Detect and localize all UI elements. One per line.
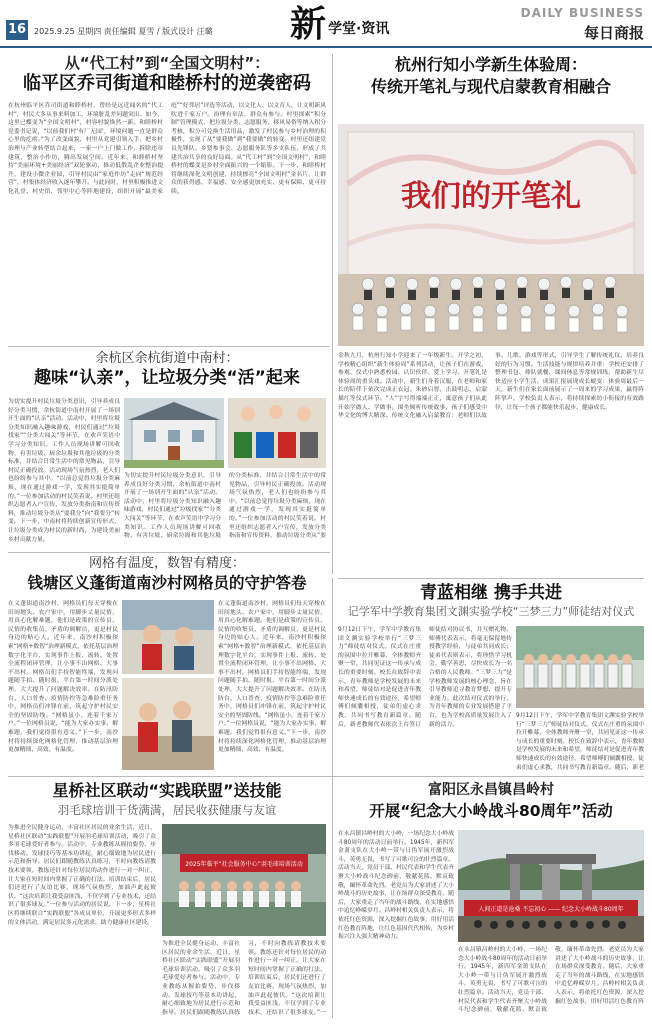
article-subheadline: 羽毛球培训干货满满，居民收获健康与友谊 xyxy=(57,803,277,817)
article-headline: 趣味“认亲”，让垃圾分类“活”起来 xyxy=(34,368,300,388)
article-body-continued: 在义蓬街道南沙村，网格员们每天穿梭在田间地头、农户家中，用脚步丈量民情，用真心化解难题。他们是政策的宣传员、民情的收集员、矛盾的调解员，更是村民身边的贴心人。近年来，南沙村积极探索“网格+数智”治理新模式，依托基层治理数字化平台，实现事件上报、流转、处置全流程闭环管理，让小事不出网格、大事不出村。网格员们手持智能终端，发现问题随手拍、随时报，平台第一时间分派处理，大大提升了问题解决效率。在防汛防台、人口普查、疫情防控等急难险重任务中，网格员们冲锋在前，筑起守护村民安全的坚固防线。“网格虽小，连着千家万户。”一位网格员说，“能为大家办实事、解难题，我们觉得很有意义。”下一步，南沙村将持续深化网格化管理，推动基层治理更加精细、高效、有温度。 xyxy=(218,601,326,754)
column-divider xyxy=(332,54,333,574)
article-kicker: 网格有温度，数智有精度： xyxy=(88,556,245,571)
row-divider xyxy=(8,346,330,347)
row-divider xyxy=(8,552,330,553)
article-changling-body-right xyxy=(458,946,644,1018)
photo-grid-worker xyxy=(122,600,214,674)
row-divider xyxy=(338,578,644,579)
masthead-rule xyxy=(0,46,652,48)
article-body: 为切实提升村民垃圾分类意识，引导养成良好分类习惯，余杭街道中南村开展了一场别开生面的“认亲”活动。活动中，村里将垃圾分类知识融入趣味游戏，村民们通过“垃圾找家”“分类大闯关”等环节，在欢声笑语中学习分类知识。工作人员现场讲解可回收物、有害垃圾、厨余垃圾和其他垃圾的分类标准，并结合日常生活中的常见物品，引导村民正确投放。活动现场气氛热烈，老人们也纷纷参与其中。“以前总觉得垃圾分类麻烦，现在通过游戏一学，发现其实挺简单的。”一位参加活动的村民笑着说。村里还组织志愿者入户宣传，发放分类指南和宣传资料，推动垃圾分类从“要我分”向“我要分”转变。下一步，中南村将持续创新宣传形式，让垃圾分类成为村民的新时尚，为建设美丽乡村贡献力量。 xyxy=(8,399,120,543)
article-kicker: 余杭区余杭街道中南村： xyxy=(95,351,239,366)
page-number: 16 xyxy=(6,20,28,40)
memorial-gate-illustration xyxy=(458,830,644,942)
banner-text: 我们的开笔礼 xyxy=(401,179,581,214)
banner-text: 人间正道是沧桑 不忘初心 —— 纪念大小岭战斗80周年 xyxy=(478,906,624,913)
article-changling-body-left xyxy=(338,830,454,1018)
article-headline: 钱塘区义蓬街道南沙村网格员的守护答卷 xyxy=(27,574,307,592)
article-body-continued: 9月12日下午，学军中学教育集团文渊实验学校举行“三梦三力”师徒结对仪式。仪式在庄重的氛围中拉开帷幕，全体教师齐聚一堂，共同见证这一传承与成长的重要时刻。校长在致辞中表示，青年教师是学校发展的未来和希望，师徒结对是促进青年教师快速成长的有效途径，希望师傅们倾囊相授，徒弟们虚心求教，共同书写教育新篇章。随后，新老 xyxy=(516,713,644,770)
village-building-illustration xyxy=(124,398,224,468)
badminton-class-illustration xyxy=(162,824,326,936)
article-nansha-body-right xyxy=(218,600,326,770)
mentor-group-illustration xyxy=(516,626,644,708)
section-brand xyxy=(290,4,389,44)
article-headline: 开展“纪念大小岭战斗80周年”活动 xyxy=(369,802,613,820)
article-hemuqiao-village xyxy=(8,54,326,344)
brand-chinese: 每日商报 xyxy=(583,24,644,42)
photo-grid-patrol xyxy=(122,678,214,770)
article-kicker: 星桥社区联动“实践联盟”送技能 xyxy=(52,781,282,800)
article-kicker: 从“代工村”到“全国文明村”： xyxy=(64,54,270,72)
masthead xyxy=(0,0,652,48)
issue-meta: 2025.9.25 星期四 责任编辑 夏雪 / 版式设计 汪璐 xyxy=(34,27,213,36)
article-zhongnan-body-left xyxy=(8,398,120,548)
article-kicker: 富阳区永昌镇昌岭村 xyxy=(428,782,554,798)
article-headline: 青蓝相继 携手共进 xyxy=(420,583,562,603)
article-wenyuan-body-right xyxy=(516,712,644,770)
photo-sorting-game xyxy=(228,398,326,468)
article-body: 在杭州临平区乔司街道和睦桥村，曾经是远近闻名的“代工村”，村民大多从事来料加工，环境脏乱差问题突出。如今，这里已蝶变为“全国文明村”，村容村貌焕然一新。和睦桥村党委书记说，“以前我们村‘有厂无园’，环境问题一直是群众心里的疙瘩。”为了改变面貌，村里从党建引领入手，把乡村治理与产业转型结合起来，一家一户上门做工作，拆除违章建筑，整治小作坊，腾出发展空间。近年来，和睦桥村坚持“美丽环境+美丽经济”双轮驱动，推动低散乱企业整治提升，建设小微企业园，引导村民由“家庭作坊”走向“规范经营”，村集体经济收入逐年攀升。与此同时，村里积极推进文化礼堂、村史馆、邻里中心等阵地建设，组织开展“最美家庭”“好邻居”评选等活动，以文化人、以文育人，让文明新风吹进千家万户。治理有章法，群众有参与。村里探索“积分制”管理模式，把垃圾分类、志愿服务、移风易俗等纳入积分考核，积分可兑换生活用品，激发了村民参与乡村治理的积极性，实现了从“要我做”到“我要做”的转变。村里还组建党员先锋队、乡贤参事会、志愿服务队等多支队伍，形成了共建共治共享的良好局面。从“代工村”到“全国文明村”，和睦桥村的蝶变是乡村全面振兴的一个缩影。下一步，和睦桥村将继续深化文明创建，持续擦亮“全国文明村”金名片，让群众的获得感、幸福感、安全感更加充实、更有保障、更可持续。 xyxy=(8,103,326,195)
brand-english: DAILY BUSINESS xyxy=(520,6,644,20)
article-body-continued: 为推进全民健身运动，丰富社区居民的业余生活，近日，星桥社区联动“实践联盟”开展羽毛球培训活动，吸引了众多羽毛球爱好者参与。活动中，专业教练从握拍姿势、步伐移动、发球技巧等基本功讲起，耐心细致地为居民进行示范和指导。居民们跟随教练认真练习，不时向教练请教技术要领。教练还针对每位居民的动作进行一对一纠正，让大家在短时间内掌握了正确的打法。培训结束后，居民们还进行了友谊比赛，现场气氛热烈，加油声此起彼伏。“这次培训让我受益匪浅，不仅学到了专业技术，还结识了很多球友。”一 xyxy=(162,941,326,1016)
photo-village-building xyxy=(124,398,224,468)
article-wenyuan-school xyxy=(338,582,644,622)
article-changling-village xyxy=(338,780,644,826)
article-xingqiao-badminton xyxy=(8,780,326,820)
sorting-game-illustration xyxy=(228,398,326,468)
article-body: 在义蓬街道南沙村，网格员们每天穿梭在田间地头、农户家中，用脚步丈量民情，用真心化解难题。他们是政策的宣传员、民情的收集员、矛盾的调解员，更是村民身边的贴心人。近年来，南沙村积极探索“网格+数智”治理新模式，依托基层治理数字化平台，实现事件上报、流转、处置全流程闭环管理，让小事不出网格、大事不出村。网格员们手持智能终端，发现问题随手拍、随时报，平台第一时间分派处理，大大提升了问题解决效率。在防汛防台、人口普查、疫情防控等急难险重任务中，网格员们冲锋在前，筑起守护村民安全的坚固防线。“网格虽小，连着千家万户。”一位网格员说，“能为大家办实事、解难题，我们觉得很有意义。”下一步，南沙村将持续深化网格化管理，推动基层治理更加精细、高效、有温度。 xyxy=(8,601,118,754)
article-nansha-grid xyxy=(8,556,326,596)
article-zhongnan-body-right xyxy=(124,472,326,548)
article-body: 为推进全民健身运动，丰富社区居民的业余生活，近日，星桥社区联动“实践联盟”开展羽毛球培训活动，吸引了众多羽毛球爱好者参与。活动中，专业教练从握拍姿势、步伐移动、发球技巧等基本功讲起，耐心细致地为居民进行示范和指导。居民们跟随教练认真练习，不时向教练请教技术要领。教练还针对每位居民的动作进行一对一纠正，让大家在短时间内掌握了正确的打法。培训结束后，居民们还进行了友谊比赛，现场气氛热烈，加油声此起彼伏。“这次培训让我受益匪浅，不仅学到了专业技术，还结识了很多球友。”一位参与活动的居民说。下一步，星桥社区将继续联合“实践联盟”各成员单位，开展更多形式多样的文体活动，满足居民多元化需求，助力健康社区建设。 xyxy=(8,825,156,926)
article-body: 金秋九月，杭州行知小学迎来了一年级新生。开学之初，学校精心组织“新生体验周”系列活动，让孩子们在游戏、参观、仪式中熟悉校园、认识伙伴、爱上学习。开笔礼是体验周的重头戏。活动中，新生们身着汉服，在老师和家长的陪伴下依次完成正衣冠、朱砂启智、击鼓明志、启蒙描红等仪式环节。“人”字写得端端正正，寓意孩子们从此开始学做人、学做事。围坐倾听传统故事，孩子们感受中华文化的博大精深。传统文化融入启蒙教育：老师们以故事、儿歌、游戏等形式，引导学生了解传统礼仪，培养良好的行为习惯。生活技能与规律培养并重：学校还安排了整理书包、排队就餐、课间休息等常规训练，帮助新生尽快适应小学生活。成果汇报展现成长蜕变：体验周最后一天，新生们在家长面前展示了一周来的学习成果，赢得阵阵掌声。学校负责人表示，将持续探索幼小衔接的有效路径，让每一个孩子都能快乐起步、健康成长。 xyxy=(338,353,644,420)
banner-text: 2025年临平“社会服务中心”羽毛球培训活动 xyxy=(185,861,303,868)
column-divider xyxy=(332,578,333,1018)
article-xingqiao-body-right xyxy=(162,940,326,1018)
grid-worker-illustration xyxy=(122,600,214,674)
article-body: 在永昌镇昌岭村的大小岭，一场纪念大小岭战斗80周年的活动日前举行。1945年，新四军金萧支队在大小岭一带与日伪军展开激烈战斗，英勇无畏，书写了可歌可泣的壮烈篇章。活动当天，党员干部、村民代表和学生代表齐聚大小岭战斗纪念碑前，敬献花篮、默哀致敬，缅怀革命先烈。老党员为大家讲述了大小岭战斗的历史故事，让在场群众深受教育。随后，大家重走了当年的战斗路线，在实地感悟中追忆峥嵘岁月。昌岭村相关负责人表示，将依托红色资源，深入挖掘红色故事，用好用活红色教育阵地，让红色基因代代相传，为乡村振兴注入强大精神动力。 xyxy=(338,831,454,941)
article-subheadline: 记学军中学教育集团文渊实验学校“三梦三力”师徒结对仪式 xyxy=(347,605,635,618)
photo-opening-ceremony xyxy=(338,124,644,346)
article-xingzhi-body xyxy=(338,352,644,574)
grid-patrol-illustration xyxy=(122,678,214,770)
article-body-continued: 在永昌镇昌岭村的大小岭，一场纪念大小岭战斗80周年的活动日前举行。1945年，新四军金萧支队在大小岭一带与日伪军展开激烈战斗，英勇无畏，书写了可歌可泣的壮烈篇章。活动当天，党员干部、村民代表和学生代表齐聚大小岭战斗纪念碑前，敬献花篮、默哀致敬，缅怀革命先烈。老党员为大家讲述了大小岭战斗的历史故事，让在场群众深受教育。随后，大家重走了当年的战斗路线，在实地感悟中追忆峥嵘岁月。昌岭村相关负责人表示，将依托红色资源，深入挖掘红色故事，用好用活红色教育阵 xyxy=(458,947,644,1014)
article-body: 9月12日下午，学军中学教育集团文渊实验学校举行“三梦三力”师徒结对仪式。仪式在庄重的氛围中拉开帷幕，全体教师齐聚一堂，共同见证这一传承与成长的重要时刻。校长在致辞中表示，青年教师是学校发展的未来和希望，师徒结对是促进青年教师快速成长的有效途径，希望师傅们倾囊相授，徒弟们虚心求教，共同书写教育新篇章。随后，新老教师代表依次上台签订师徒结对协议书，并互赠礼物。师傅代表表示，将毫无保留地传授教学经验，与徒弟共同成长；徒弟代表则表示，将珍惜学习机会，勤学善思，尽快成长为一名合格的人民教师。“三梦三力”是学校教师发展的核心理念，旨在引导教师追寻教育梦想、提升专业能力。此次结对仪式的举行，为青年教师的专业发展搭建了平台，也为学校高质量发展注入了新的活力。 xyxy=(338,627,512,728)
article-body-continued: 为切实提升村民垃圾分类意识，引导养成良好分类习惯，余杭街道中南村开展了一场别开生面的“认亲”活动。活动中，村里将垃圾分类知识融入趣味游戏，村民们通过“垃圾找家”“分类大闯关”等环节，在欢声笑语中学习分类知识。工作人员现场讲解可回收物、有害垃圾、厨余垃圾和其他垃圾的分类标准，并结合日常生活中的常见物品，引导村民正确投放。活动现场气氛热烈，老人们也纷纷参与其中。“以前总觉得垃圾分类麻烦，现在通过游戏一学，发现其实挺简单的。”一位参加活动的村民笑着说。村里还组织志愿者入户宣传，发放分类指南和宣传资料，推动垃圾分类从“要 xyxy=(124,473,326,540)
ceremony-illustration xyxy=(338,124,644,346)
article-wenyuan-body-left xyxy=(338,626,512,770)
brand-section-name: 学堂·资讯 xyxy=(328,21,390,37)
photo-memorial-gate xyxy=(458,830,644,942)
article-headline-line2: 传统开笔礼与现代启蒙教育相融合 xyxy=(370,77,611,96)
brand-character: 新 xyxy=(290,3,327,45)
article-headline: 临平区乔司街道和睦桥村的逆袭密码 xyxy=(23,73,311,94)
photo-badminton-class xyxy=(162,824,326,936)
article-xingqiao-body-left xyxy=(8,824,156,1018)
row-divider xyxy=(8,776,644,777)
article-nansha-body-left xyxy=(8,600,118,770)
article-headline: 杭州行知小学新生体验周： xyxy=(394,55,587,74)
photo-mentor-group xyxy=(516,626,644,708)
